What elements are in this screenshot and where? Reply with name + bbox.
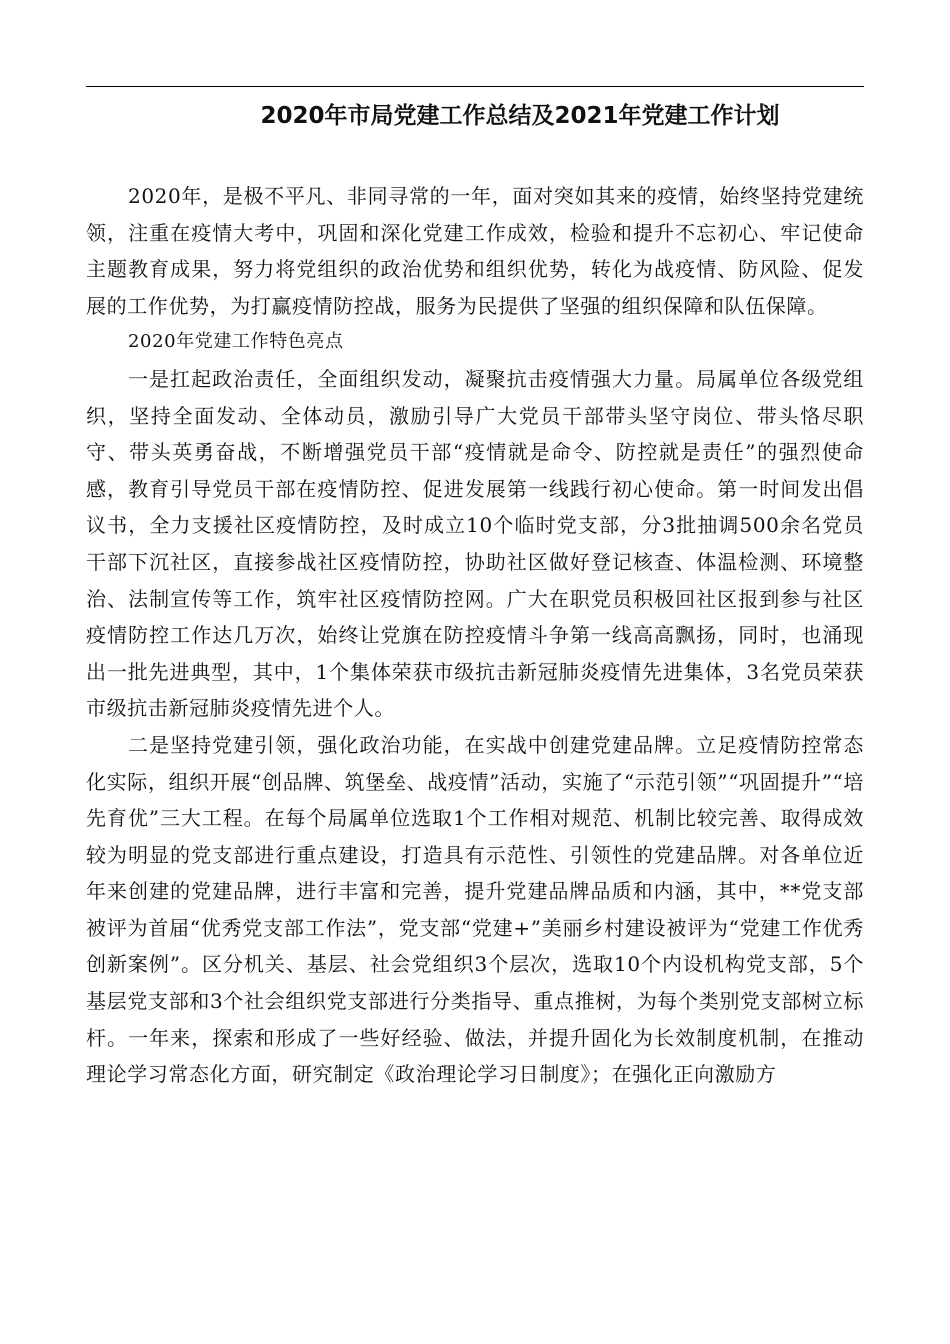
- header-rule: [86, 86, 864, 87]
- intro-paragraph: 2020年，是极不平凡、非同寻常的一年，面对突如其来的疫情，始终坚持党建统领，注重在疫情大考中，巩固和深化党建工作成效，检验和提升不忘初心、牢记使命主题教育成果，努力将党组织的政治优势和组织优势，转化为战疫情、防风险、促发展的工作优势，为打赢疫情防控战，服务为民提供了坚强的组织保障和队伍保障。: [86, 184, 864, 318]
- document-title: 2020年市局党建工作总结及2021年党建工作计划: [260, 103, 780, 129]
- paragraph-party-building-brand: 二是坚持党建引领，强化政治功能，在实战中创建党建品牌。立足疫情防控常态化实际，组织开展“创品牌、筑堡垒、战疫情”活动，实施了“示范引领”“巩固提升”“培先育优”三大工程。在每个局属单位选取1个工作相对规范、机制比较完善、取得成效较为明显的党支部进行重点建设，打造具有示范性、引领性的党建品牌。对各单位近年来创建的党建品牌，进行丰富和完善，提升党建品牌品质和内涵，其中，**党支部被评为首届“优秀党支部工作法”，党支部“党建+”美丽乡村建设被评为“党建工作优秀创新案例”。区分机关、基层、社会党组织3个层次，选取10个内设机构党支部，5个基层党支部和3个社会组织党支部进行分类指导、重点推树，为每个类别党支部树立标杆。一年来，探索和形成了一些好经验、做法，并提升固化为长效制度机制，在推动理论学习常态化方面，研究制定《政治理论学习日制度》；在强化正向激励方: [86, 732, 864, 1087]
- paragraph-political-responsibility: 一是扛起政治责任，全面组织发动，凝聚抗击疫情强大力量。局属单位各级党组织，坚持全面发动、全体动员，激励引导广大党员干部带头坚守岗位、带头恪尽职守、带头英勇奋战，不断增强党员干部“疫情就是命令、防控就是责任”的强烈使命感，教育引导党员干部在疫情防控、促进发展第一线践行初心使命。第一时间发出倡议书，全力支援社区疫情防控，及时成立10个临时党支部，分3批抽调500余名党员干部下沉社区，直接参战社区疫情防控，协助社区做好登记核查、体温检测、环境整治、法制宣传等工作，筑牢社区疫情防控网。广大在职党员积极回社区报到参与社区疫情防控工作达几万次，始终让党旗在防控疫情斗争第一线高高飘扬，同时，也涌现出一批先进典型，其中，1个集体荣获市级抗击新冠肺炎疫情先进集体，3名党员荣获市级抗击新冠肺炎疫情先进个人。: [86, 366, 864, 721]
- document-body: [86, 178, 864, 1093]
- section-heading: 2020年党建工作特色亮点: [128, 331, 344, 353]
